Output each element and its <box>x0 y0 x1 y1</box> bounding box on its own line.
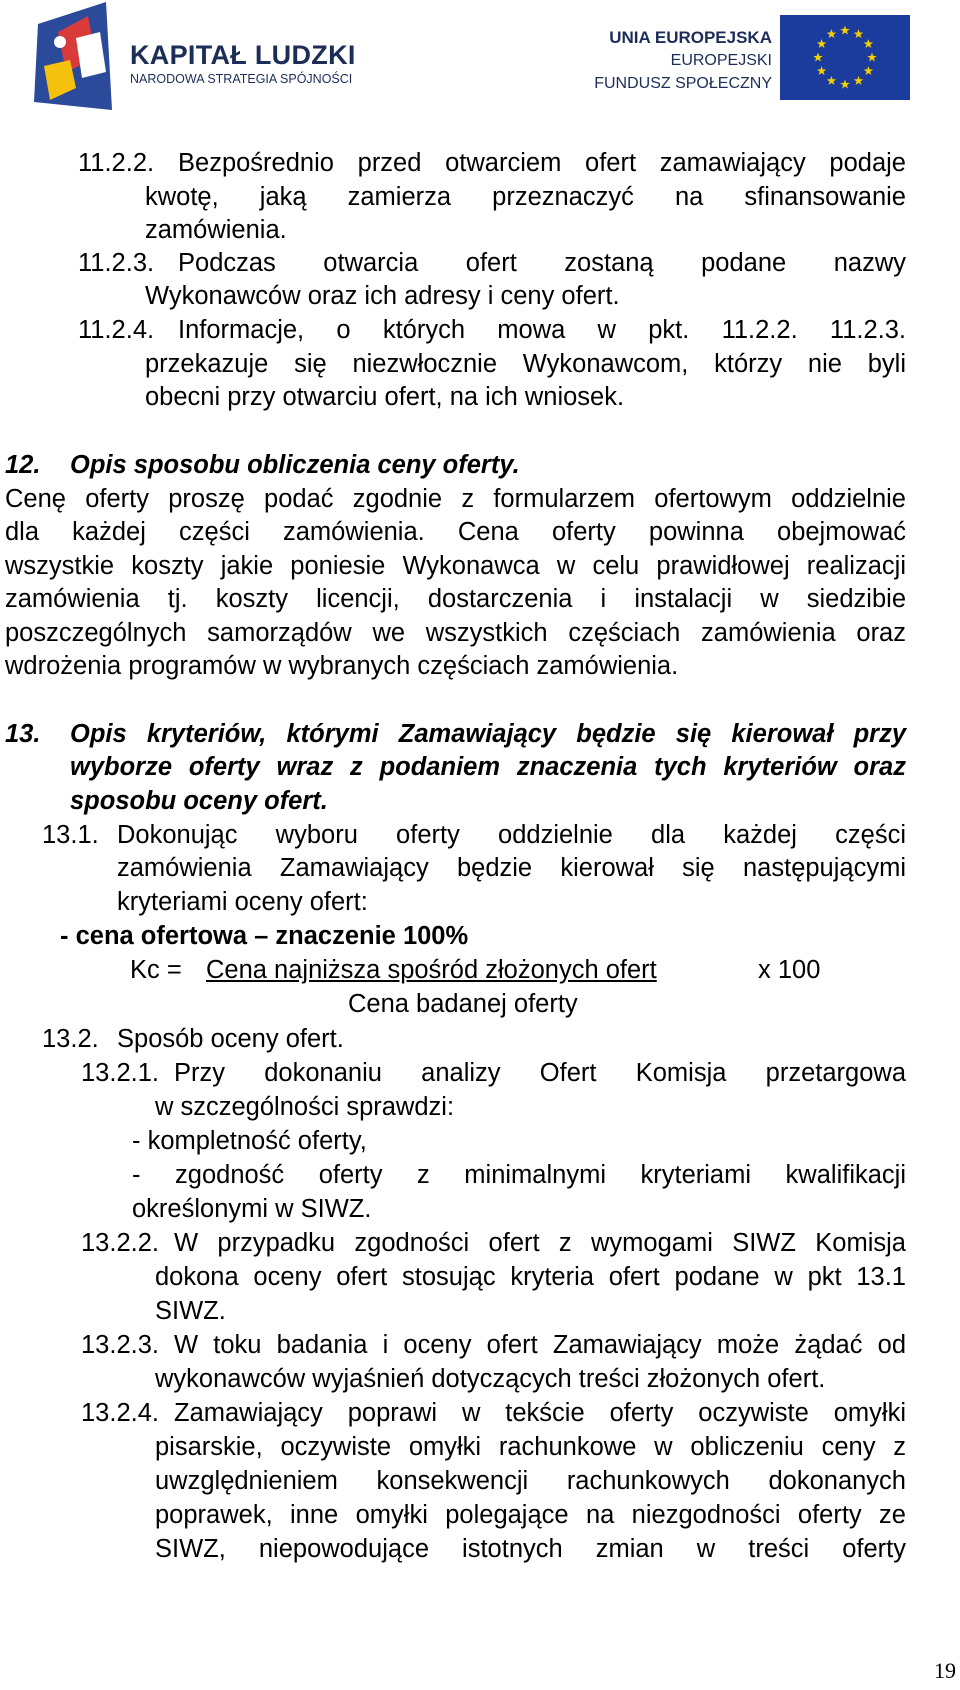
text-12-line-6: wdrożenia programów w wybranych częściach zamówienia. <box>5 652 679 680</box>
text-13-2-4-line-3: uwzględnieniem konsekwencji rachunkowych dokonanych <box>155 1467 906 1495</box>
text-13-2-1-line-1: Przy dokonaniu analizy Ofert Komisja przetargowa <box>174 1059 906 1087</box>
text-13-2-4-line-4: poprawek, inne omyłki polegające na niezgodności oferty ze <box>155 1501 906 1529</box>
eu-logo-line2: EUROPEJSKI <box>670 52 772 69</box>
item-number-13-2-1: 13.2.1. <box>81 1059 159 1087</box>
text-13-2-4-line-5: SIWZ, niepowodujące istotnych zmian w treści oferty <box>155 1535 906 1563</box>
section-heading-12: Opis sposobu obliczenia ceny oferty. <box>70 451 520 479</box>
text-13-2-2-line-2: dokona oceny ofert stosując kryteria ofert podane w pkt 13.1 <box>155 1263 906 1291</box>
page-number: 19 <box>934 1658 956 1683</box>
text-11-2-3-line-2: Wykonawców oraz ich adresy i ceny ofert. <box>145 282 620 310</box>
text-13-1-line-3: kryteriami oceny ofert: <box>117 888 368 916</box>
item-number-11-2-3: 11.2.3. <box>78 249 155 277</box>
item-number-13-2-4: 13.2.4. <box>81 1399 159 1427</box>
kapital-ludzki-title: KAPITAŁ LUDZKI <box>130 40 356 70</box>
formula-denominator: Cena badanej oferty <box>348 990 578 1018</box>
text-13-2-1-line-5: określonymi w SIWZ. <box>132 1195 372 1223</box>
text-13-2-4-line-1: Zamawiający poprawi w tekście oferty oczywiste omyłki <box>174 1399 906 1427</box>
item-number-13-2: 13.2. <box>42 1025 99 1053</box>
text-13-2: Sposób oceny ofert. <box>117 1025 344 1053</box>
text-12-line-2: dla każdej części zamówienia. Cena oferty powinna obejmować <box>5 518 906 546</box>
formula-multiplier: x 100 <box>758 956 821 984</box>
eu-flag-icon <box>780 15 910 100</box>
item-number-13-1: 13.1. <box>42 821 99 849</box>
eu-logo-line3: FUNDUSZ SPOŁECZNY <box>594 75 772 92</box>
kapital-ludzki-emblem-icon <box>30 2 118 110</box>
text-13-2-1-line-3: - kompletność oferty, <box>132 1127 367 1155</box>
text-13-2-4-line-2: pisarskie, oczywiste omyłki rachunkowe w obliczeniu ceny z <box>155 1433 906 1461</box>
kapital-ludzki-subtitle: NARODOWA STRATEGIA SPÓJNOŚCI <box>130 72 353 86</box>
text-12-line-1: Cenę oferty proszę podać zgodnie z formularzem ofertowym oddzielnie <box>5 485 906 513</box>
text-11-2-3-line-1: Podczas otwarcia ofert zostaną podane nazwy <box>178 249 906 277</box>
text-13-2-3-line-2: wykonawców wyjaśnień dotyczących treści złożonych ofert. <box>155 1365 826 1393</box>
item-number-13-2-2: 13.2.2. <box>81 1229 159 1257</box>
text-13-2-1-line-2: w szczególności sprawdzi: <box>155 1093 455 1121</box>
text-12-line-5: poszczególnych samorządów we wszystkich częściach zamówienia oraz <box>5 619 906 647</box>
criterion-price: - cena ofertowa – znaczenie 100% <box>60 922 469 950</box>
item-number-11-2-4: 11.2.4. <box>78 316 155 344</box>
text-11-2-2-line-2: kwotę, jaką zamierza przeznaczyć na sfinansowanie <box>145 183 906 211</box>
text-13-1-line-2: zamówienia Zamawiający będzie kierował się następującymi <box>117 854 906 882</box>
kapital-ludzki-logo <box>30 2 360 110</box>
text-11-2-4-line-2: przekazuje się niezwłocznie Wykonawcom, którzy nie byli <box>145 350 906 378</box>
text-11-2-2-line-3: zamówienia. <box>145 216 287 244</box>
eu-logo <box>575 10 910 110</box>
formula-numerator: Cena najniższa spośród złożonych ofert <box>206 956 657 984</box>
text-11-2-4-line-3: obecni przy otwarciu ofert, na ich wniosek. <box>145 383 625 411</box>
text-11-2-4-line-1: Informacje, o których mowa w pkt. 11.2.2. 11.2.3. <box>178 316 906 344</box>
formula-lhs: Kc = <box>130 956 182 984</box>
eu-logo-line1: UNIA EUROPEJSKA <box>609 28 772 47</box>
text-13-1-line-1: Dokonując wyboru oferty oddzielnie dla każdej części <box>117 821 906 849</box>
section-number-12: 12. <box>5 451 41 479</box>
eu-logo-text <box>594 26 772 95</box>
text-13-2-2-line-1: W przypadku zgodności ofert z wymogami SIWZ Komisja <box>174 1229 906 1257</box>
text-12-line-4: zamówienia tj. koszty licencji, dostarczenia i instalacji w siedzibie <box>5 585 906 613</box>
section-heading-13-line-3: sposobu oceny ofert. <box>70 787 328 815</box>
text-13-2-1-line-4: - zgodność oferty z minimalnymi kryteriami kwalifikacji <box>132 1161 906 1189</box>
text-13-2-2-line-3: SIWZ. <box>155 1297 226 1325</box>
item-number-11-2-2: 11.2.2. <box>78 149 155 177</box>
section-heading-13-line-2: wyborze oferty wraz z podaniem znaczenia tych kryteriów oraz <box>70 753 906 781</box>
text-12-line-3: wszystkie koszty jakie poniesie Wykonawca w celu prawidłowej realizacji <box>5 552 906 580</box>
item-number-13-2-3: 13.2.3. <box>81 1331 159 1359</box>
section-number-13: 13. <box>5 720 41 748</box>
text-13-2-3-line-1: W toku badania i oceny ofert Zamawiający może żądać od <box>174 1331 906 1359</box>
text-11-2-2-line-1: Bezpośrednio przed otwarciem ofert zamawiający podaje <box>178 149 906 177</box>
section-heading-13-line-1: Opis kryteriów, którymi Zamawiający będzie się kierował przy <box>70 720 906 748</box>
